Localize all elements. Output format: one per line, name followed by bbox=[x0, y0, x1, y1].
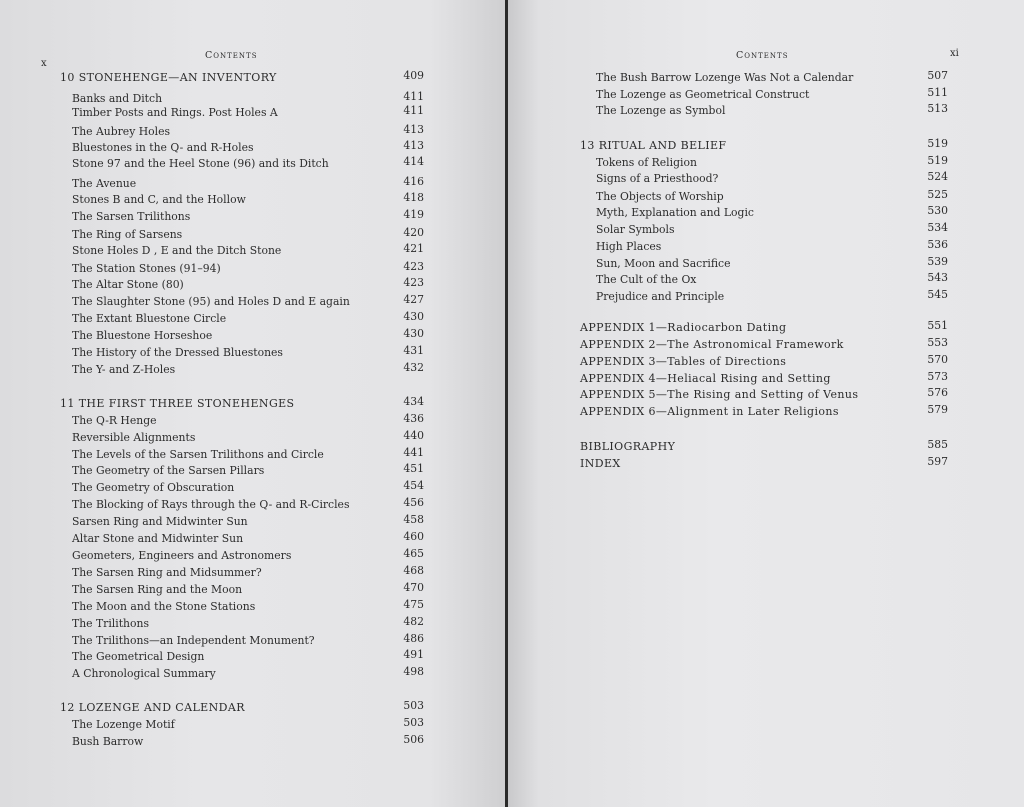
toc-section-entry: The Geometrical Design bbox=[72, 650, 205, 663]
toc-page-number: 470 bbox=[403, 581, 424, 594]
toc-section-entry: The Trilithons—an Independent Monument? bbox=[72, 634, 315, 647]
toc-page-number: 511 bbox=[927, 86, 948, 99]
toc-page-number: 420 bbox=[403, 226, 424, 239]
toc-page-number: 430 bbox=[403, 327, 424, 340]
toc-section-entry: The Sarsen Trilithons bbox=[72, 210, 191, 223]
toc-page-number: 413 bbox=[403, 139, 424, 152]
toc-page-number: 427 bbox=[403, 293, 424, 306]
toc-section-entry: The Lozenge Motif bbox=[72, 718, 175, 731]
toc-page-number: 416 bbox=[403, 175, 424, 188]
toc-section-entry: High Places bbox=[596, 240, 662, 253]
toc-page-number: 421 bbox=[403, 242, 424, 255]
toc-section-entry: The Bush Barrow Lozenge Was Not a Calendar bbox=[596, 71, 854, 84]
toc-page-number: 491 bbox=[403, 648, 424, 661]
toc-page-number: 436 bbox=[403, 412, 424, 425]
toc-section-entry: Sarsen Ring and Midwinter Sun bbox=[72, 515, 248, 528]
toc-page-number: 432 bbox=[403, 361, 424, 374]
toc-page-number: 525 bbox=[927, 188, 948, 201]
toc-chapter-entry: APPENDIX 5—The Rising and Setting of Venus bbox=[580, 388, 859, 401]
toc-section-entry: The Geometry of the Sarsen Pillars bbox=[72, 464, 265, 477]
toc-section-entry: Myth, Explanation and Logic bbox=[596, 206, 754, 219]
toc-section-entry: The Station Stones (91–94) bbox=[72, 262, 221, 275]
toc-page-number: 503 bbox=[403, 699, 424, 712]
toc-page-number: 573 bbox=[927, 370, 948, 383]
toc-page-number: 419 bbox=[403, 208, 424, 221]
toc-chapter-entry: APPENDIX 4—Heliacal Rising and Setting bbox=[580, 372, 831, 385]
toc-page-number: 536 bbox=[927, 238, 948, 251]
toc-section-entry: Stone 97 and the Heel Stone (96) and its Ditch bbox=[72, 157, 329, 170]
right-page bbox=[508, 0, 1024, 807]
toc-chapter-entry: APPENDIX 1—Radiocarbon Dating bbox=[580, 321, 787, 334]
toc-chapter-entry: BIBLIOGRAPHY bbox=[580, 440, 676, 453]
toc-section-entry: The Geometry of Obscuration bbox=[72, 481, 235, 494]
toc-page-number: 411 bbox=[403, 104, 424, 117]
toc-section-entry: The History of the Dressed Bluestones bbox=[72, 346, 283, 359]
toc-section-entry: The Blocking of Rays through the Q- and R-Circles bbox=[72, 498, 350, 511]
right-folio: xi bbox=[950, 48, 959, 59]
toc-page-number: 519 bbox=[927, 154, 948, 167]
toc-page-number: 440 bbox=[403, 429, 424, 442]
toc-section-entry: Bush Barrow bbox=[72, 735, 144, 748]
toc-chapter-entry: 13 RITUAL AND BELIEF bbox=[580, 139, 727, 152]
toc-page-number: 507 bbox=[927, 69, 948, 82]
toc-page-number: 553 bbox=[927, 336, 948, 349]
toc-page-number: 465 bbox=[403, 547, 424, 560]
toc-section-entry: Timber Posts and Rings. Post Holes A bbox=[72, 106, 278, 119]
toc-section-entry: Geometers, Engineers and Astronomers bbox=[72, 549, 292, 562]
toc-page-number: 503 bbox=[403, 716, 424, 729]
toc-page-number: 506 bbox=[403, 733, 424, 746]
toc-chapter-entry: APPENDIX 6—Alignment in Later Religions bbox=[580, 405, 839, 418]
toc-section-entry: The Cult of the Ox bbox=[596, 273, 697, 286]
toc-page-number: 430 bbox=[403, 310, 424, 323]
toc-page-number: 434 bbox=[403, 395, 424, 408]
toc-page-number: 458 bbox=[403, 513, 424, 526]
toc-section-entry: The Y- and Z-Holes bbox=[72, 363, 176, 376]
toc-section-entry: The Avenue bbox=[72, 177, 137, 190]
toc-section-entry: The Lozenge as Symbol bbox=[596, 104, 726, 117]
toc-page-number: 545 bbox=[927, 288, 948, 301]
toc-page-number: 454 bbox=[403, 479, 424, 492]
toc-page-number: 585 bbox=[927, 438, 948, 451]
toc-section-entry: The Altar Stone (80) bbox=[72, 278, 184, 291]
toc-page-number: 423 bbox=[403, 260, 424, 273]
toc-section-entry: Stone Holes D , E and the Ditch Stone bbox=[72, 244, 282, 257]
toc-chapter-entry: 10 STONEHENGE—AN INVENTORY bbox=[60, 71, 277, 84]
toc-section-entry: Reversible Alignments bbox=[72, 431, 196, 444]
toc-section-entry: Tokens of Religion bbox=[596, 156, 697, 169]
left-page bbox=[0, 0, 505, 807]
toc-section-entry: The Moon and the Stone Stations bbox=[72, 600, 256, 613]
toc-page-number: 530 bbox=[927, 204, 948, 217]
toc-page-number: 441 bbox=[403, 446, 424, 459]
toc-section-entry: Altar Stone and Midwinter Sun bbox=[72, 532, 244, 545]
right-running-header: Contents bbox=[736, 50, 789, 61]
toc-page-number: 543 bbox=[927, 271, 948, 284]
toc-section-entry: The Q-R Henge bbox=[72, 414, 157, 427]
toc-section-entry: The Sarsen Ring and the Moon bbox=[72, 583, 243, 596]
toc-page-number: 486 bbox=[403, 632, 424, 645]
toc-section-entry: Banks and Ditch bbox=[72, 92, 163, 105]
toc-section-entry: The Levels of the Sarsen Trilithons and Circle bbox=[72, 448, 324, 461]
toc-chapter-entry: APPENDIX 3—Tables of Directions bbox=[580, 355, 787, 368]
toc-section-entry: The Ring of Sarsens bbox=[72, 228, 183, 241]
toc-section-entry: The Lozenge as Geometrical Construct bbox=[596, 88, 810, 101]
toc-section-entry: Solar Symbols bbox=[596, 223, 675, 236]
toc-section-entry: Sun, Moon and Sacrifice bbox=[596, 257, 731, 270]
left-running-header: Contents bbox=[205, 50, 258, 61]
toc-section-entry: The Trilithons bbox=[72, 617, 149, 630]
toc-page-number: 482 bbox=[403, 615, 424, 628]
toc-page-number: 570 bbox=[927, 353, 948, 366]
toc-section-entry: The Aubrey Holes bbox=[72, 125, 171, 138]
toc-section-entry: Bluestones in the Q- and R-Holes bbox=[72, 141, 254, 154]
toc-section-entry: The Extant Bluestone Circle bbox=[72, 312, 227, 325]
toc-section-entry: Stones B and C, and the Hollow bbox=[72, 193, 246, 206]
toc-page-number: 524 bbox=[927, 170, 948, 183]
toc-page-number: 576 bbox=[927, 386, 948, 399]
toc-page-number: 418 bbox=[403, 191, 424, 204]
toc-page-number: 456 bbox=[403, 496, 424, 509]
toc-page-number: 468 bbox=[403, 564, 424, 577]
toc-page-number: 551 bbox=[927, 319, 948, 332]
toc-section-entry: A Chronological Summary bbox=[72, 667, 216, 680]
toc-page-number: 414 bbox=[403, 155, 424, 168]
toc-section-entry: The Bluestone Horseshoe bbox=[72, 329, 213, 342]
toc-page-number: 513 bbox=[927, 102, 948, 115]
toc-section-entry: The Objects of Worship bbox=[596, 190, 724, 203]
toc-section-entry: The Sarsen Ring and Midsummer? bbox=[72, 566, 262, 579]
toc-section-entry: Signs of a Priesthood? bbox=[596, 172, 719, 185]
toc-chapter-entry: 12 LOZENGE AND CALENDAR bbox=[60, 701, 245, 714]
toc-chapter-entry: INDEX bbox=[580, 457, 621, 470]
toc-page-number: 498 bbox=[403, 665, 424, 678]
toc-page-number: 411 bbox=[403, 90, 424, 103]
toc-page-number: 431 bbox=[403, 344, 424, 357]
toc-page-number: 475 bbox=[403, 598, 424, 611]
toc-page-number: 539 bbox=[927, 255, 948, 268]
toc-page-number: 597 bbox=[927, 455, 948, 468]
toc-chapter-entry: 11 THE FIRST THREE STONEHENGES bbox=[60, 397, 295, 410]
left-folio: x bbox=[41, 58, 47, 69]
toc-section-entry: Prejudice and Principle bbox=[596, 290, 725, 303]
toc-page-number: 534 bbox=[927, 221, 948, 234]
toc-page-number: 451 bbox=[403, 462, 424, 475]
toc-page-number: 460 bbox=[403, 530, 424, 543]
toc-chapter-entry: APPENDIX 2—The Astronomical Framework bbox=[580, 338, 844, 351]
toc-section-entry: The Slaughter Stone (95) and Holes D and E again bbox=[72, 295, 350, 308]
toc-page-number: 423 bbox=[403, 276, 424, 289]
toc-page-number: 519 bbox=[927, 137, 948, 150]
toc-page-number: 413 bbox=[403, 123, 424, 136]
toc-page-number: 409 bbox=[403, 69, 424, 82]
toc-page-number: 579 bbox=[927, 403, 948, 416]
